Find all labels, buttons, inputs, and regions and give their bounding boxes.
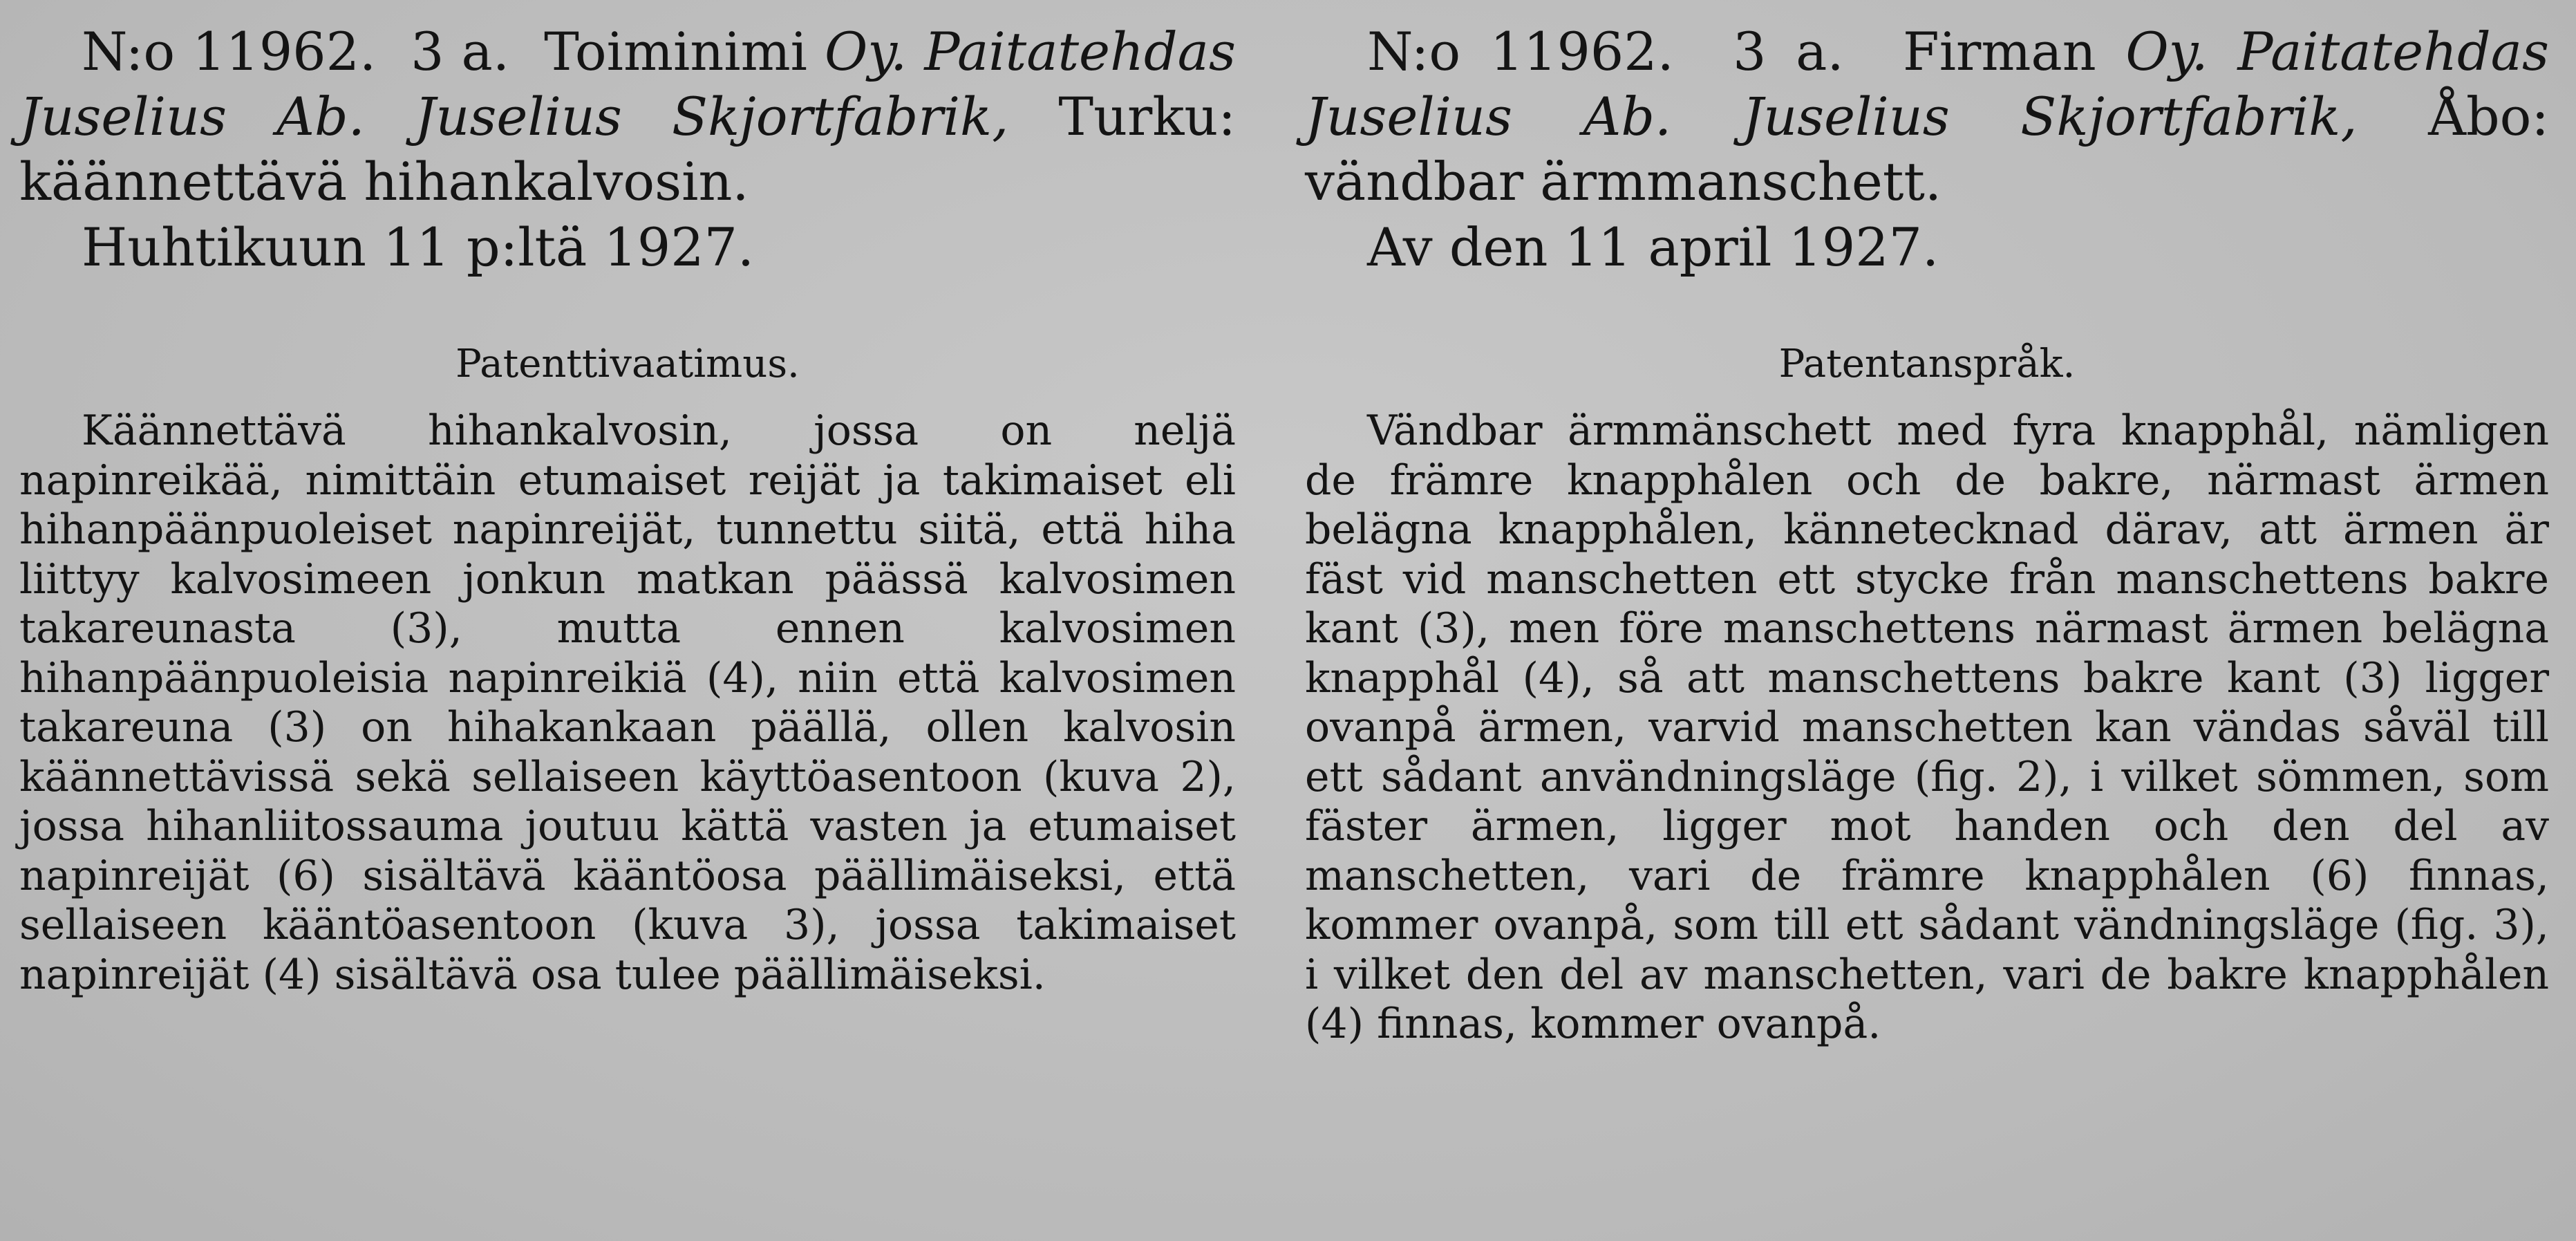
firm-name: Oy. Paitatehdas Juselius Ab. Juselius Skjortfabrik, xyxy=(1305,21,2549,147)
swedish-claims-text: Vändbar ärmmänschett med fyra knapphål, nämligen de främre knapphålen och de bakre, närmast ärmen belägna knapphålen, kännetecknad därav, att ärmen är fäst vid manschetten ett stycke från manschettens bakre kant (3), men före manschettens närmast ärmen belägna knapphål (4), så att manschettens bakre kant (3) ligger ovanpå ärmen, varvid manschetten kan vändas såväl till ett sådant användningsläge (fig. 2), i vilket sömmen, som fäster ärmen, ligger mot handen och den del av manschetten, vari de främre knapphålen (6) finnas, kommer ovanpå, som till ett sådant vändningsläge (fig. 3), i vilket den del av manschetten, vari de bakre knapphålen (4) finnas, kommer ovanpå. xyxy=(1305,407,2549,1048)
finnish-claims-title: Patenttivaatimus. xyxy=(455,342,800,386)
patent-class: 3 a. xyxy=(411,21,510,82)
swedish-claims-title: Patentanspråk. xyxy=(1778,342,2076,386)
entry-number: N:o 11962. xyxy=(1367,21,1674,82)
patent-class: 3 a. xyxy=(1733,21,1844,82)
finnish-entry-header xyxy=(19,19,1236,214)
entry-number: N:o 11962. xyxy=(82,21,377,82)
firm-label: Toiminimi xyxy=(544,21,807,82)
finnish-column xyxy=(19,19,1236,1000)
finnish-date: Huhtikuun 11 p:ltä 1927. xyxy=(82,216,755,278)
finnish-claims-text: Käännettävä hihankalvosin, jossa on neljä napinreikää, nimittäin etumaiset reijät ja takimaiset eli hihanpäänpuoleiset napinreijät, tunnettu siitä, että hiha liittyy kalvosimeen jonkun matkan päässä kalvosimen takareunasta (3), mutta ennen kalvosimen hihanpäänpuoleisia napinreikiä (4), niin että kalvosimen takareuna (3) on hihakankaan päällä, ollen kalvosin käännettävissä sekä sellaiseen käyttöasentoon (kuva 2), jossa hihanliitossauma joutuu kättä vasten ja etumaiset napinreijät (6) sisältävä kääntöosa päällimäiseksi, että sellaiseen kääntöasentoon (kuva 3), jossa takimaiset napinreijät (4) sisältävä osa tulee päällimäiseksi. xyxy=(19,407,1236,999)
swedish-entry-header xyxy=(1305,19,2549,214)
swedish-column xyxy=(1305,19,2549,1049)
firm-name: Oy. Paitatehdas Juselius Ab. Juselius Skjortfabrik, xyxy=(19,21,1236,147)
location-subject: Turku: käännettävä hihankalvosin. xyxy=(19,86,1236,212)
swedish-date: Av den 11 april 1927. xyxy=(1367,216,1939,278)
location-subject: Åbo: vändbar ärmmanschett. xyxy=(1305,86,2549,212)
firm-label: Firman xyxy=(1902,21,2096,82)
